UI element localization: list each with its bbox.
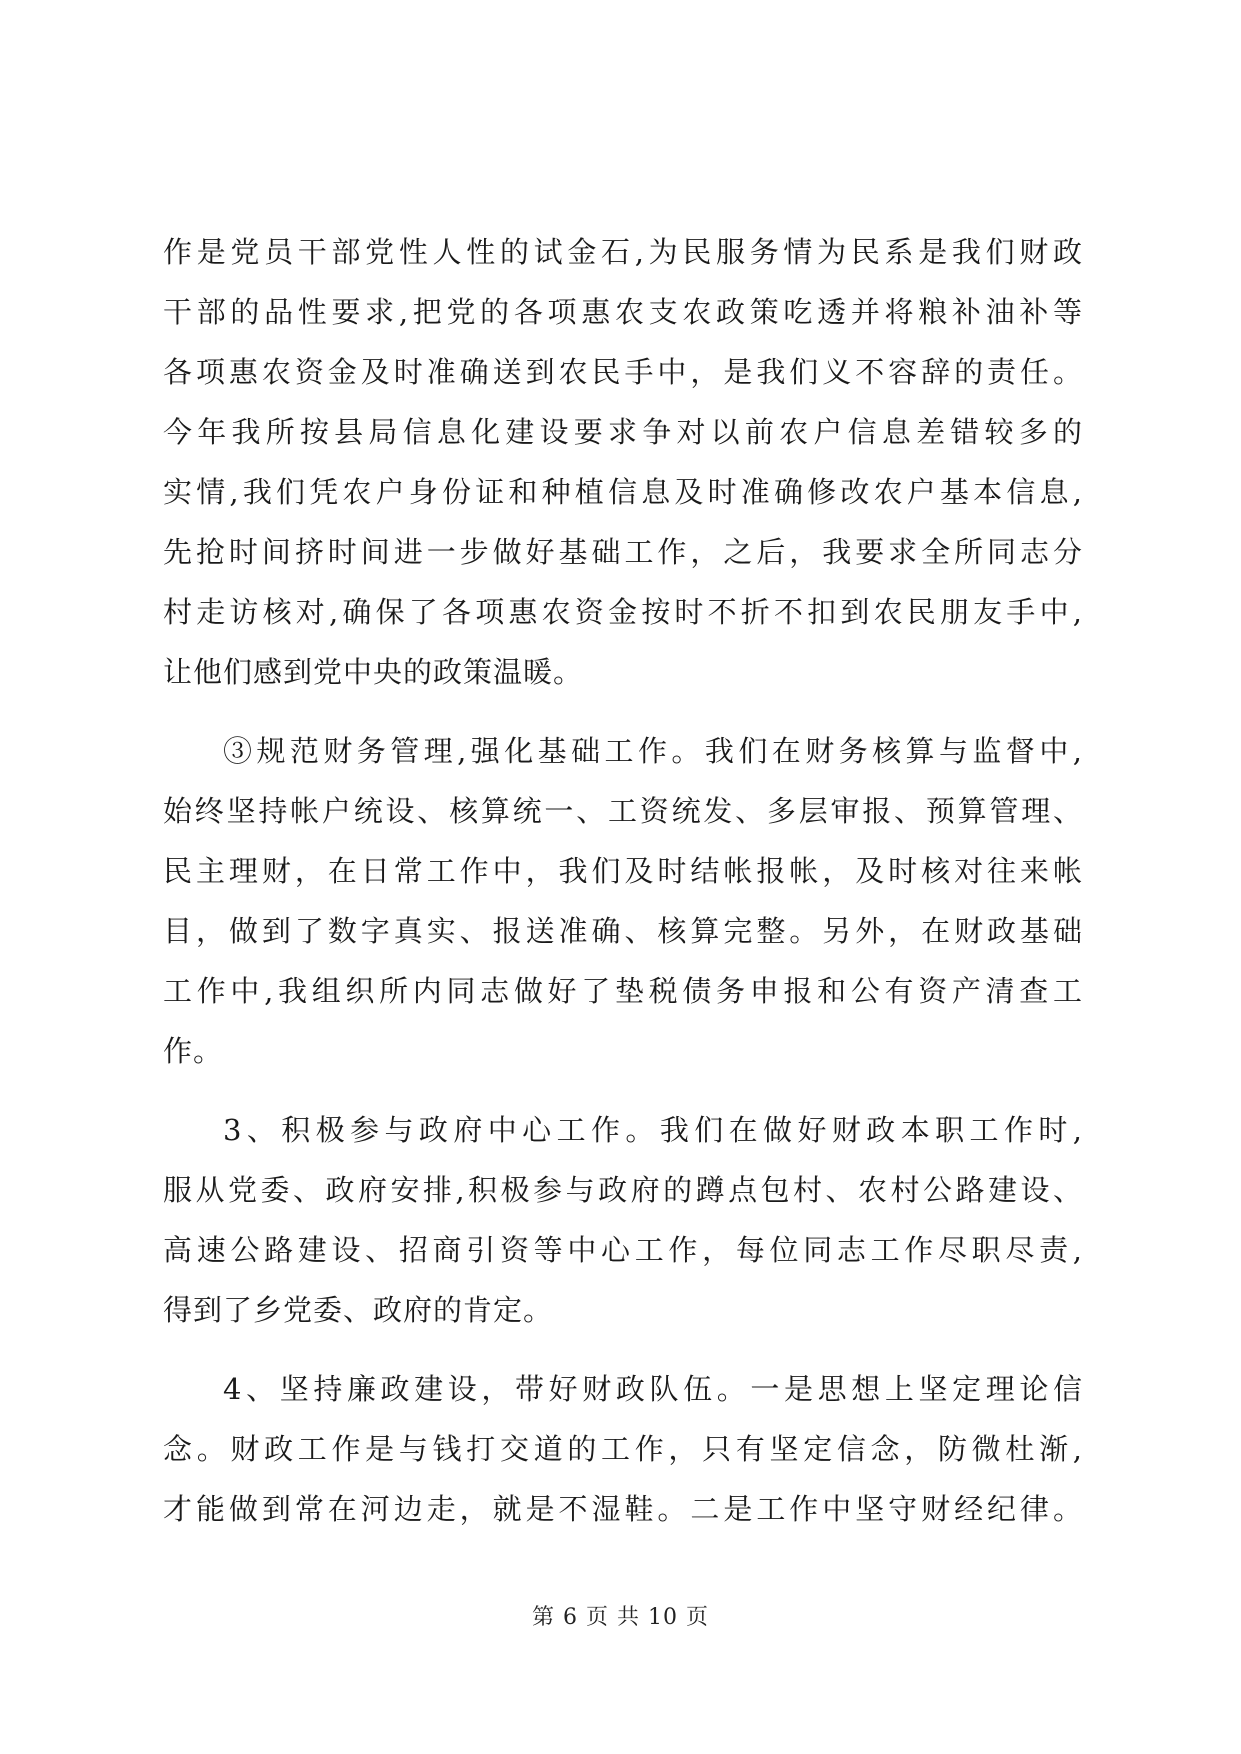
paragraph-1 — [163, 222, 1083, 702]
text-line: 村走访核对,确保了各项惠农资金按时不折不扣到农民朋友手中, — [163, 595, 1083, 629]
paragraph-2 — [163, 721, 1083, 1081]
text-line: 才能做到常在河边走，就是不湿鞋。二是工作中坚守财经纪律。 — [163, 1492, 1083, 1526]
text-line: 今年我所按县局信息化建设要求争对以前农户信息差错较多的 — [163, 415, 1083, 449]
text-line: 始终坚持帐户统设、核算统一、工资统发、多层审报、预算管理、 — [163, 794, 1083, 828]
paragraph-4 — [163, 1359, 1083, 1539]
text-line: 先抢时间挤时间进一步做好基础工作，之后，我要求全所同志分 — [163, 535, 1083, 569]
paragraph-3 — [163, 1100, 1083, 1340]
text-line: 得到了乡党委、政府的肯定。 — [163, 1293, 554, 1327]
text-line: 目，做到了数字真实、报送准确、核算完整。另外，在财政基础 — [163, 914, 1083, 948]
text-line: 工作中,我组织所内同志做好了垫税债务申报和公有资产清查工 — [163, 974, 1083, 1008]
page-number-footer: 第 6 页 共 10 页 — [532, 1605, 709, 1630]
text-line: 服从党委、政府安排,积极参与政府的蹲点包村、农村公路建设、 — [163, 1173, 1083, 1207]
text-line: 实情,我们凭农户身份证和种植信息及时准确修改农户基本信息, — [163, 475, 1083, 509]
text-line: 干部的品性要求,把党的各项惠农支农政策吃透并将粮补油补等 — [163, 295, 1083, 329]
text-line: 念。财政工作是与钱打交道的工作，只有坚定信念，防微杜渐, — [163, 1432, 1083, 1466]
text-line: 3、积极参与政府中心工作。我们在做好财政本职工作时, — [223, 1113, 1083, 1147]
text-line: 让他们感到党中央的政策温暖。 — [163, 655, 584, 689]
document-body — [163, 222, 1083, 1539]
text-line: 高速公路建设、招商引资等中心工作，每位同志工作尽职尽责, — [163, 1233, 1083, 1267]
text-line: ③规范财务管理,强化基础工作。我们在财务核算与监督中, — [223, 734, 1083, 768]
text-line: 作是党员干部党性人性的试金石,为民服务情为民系是我们财政 — [163, 235, 1083, 269]
text-line: 作。 — [163, 1034, 224, 1068]
text-line: 4、坚持廉政建设，带好财政队伍。一是思想上坚定理论信 — [223, 1372, 1083, 1406]
text-line: 民主理财，在日常工作中，我们及时结帐报帐，及时核对往来帐 — [163, 854, 1083, 888]
text-line: 各项惠农资金及时准确送到农民手中，是我们义不容辞的责任。 — [163, 355, 1083, 389]
